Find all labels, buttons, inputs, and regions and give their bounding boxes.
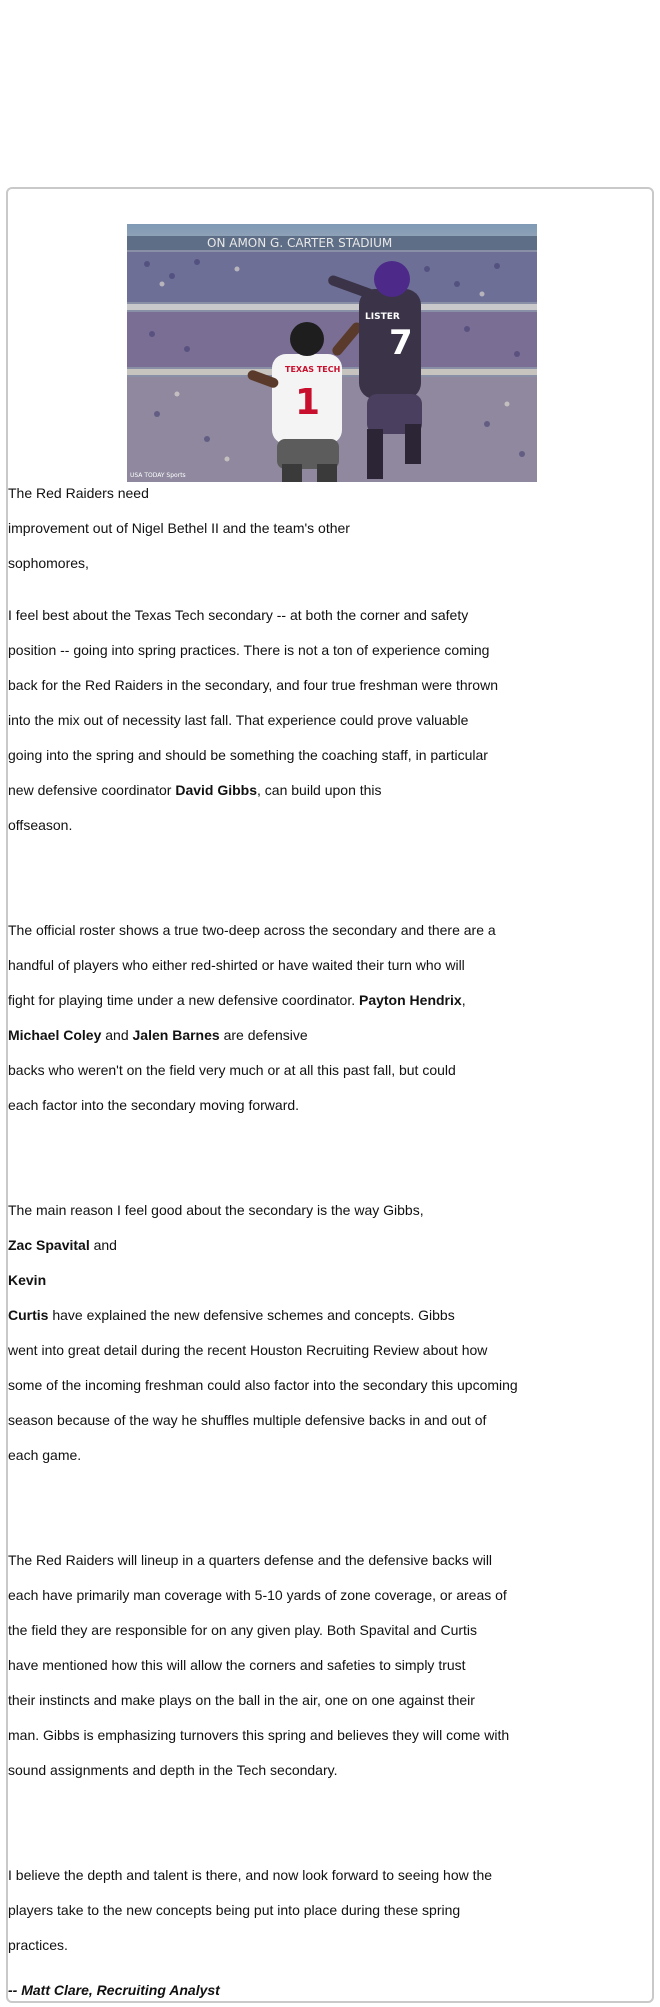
- name-curtis: Curtis: [8, 1307, 49, 1323]
- p3-line-4-d: are defensive: [219, 1027, 308, 1043]
- p3-line-3-c: ,: [461, 992, 466, 1008]
- name-david-gibbs: David Gibbs: [175, 782, 258, 798]
- p2-line-7: offseason.: [8, 817, 73, 833]
- article-photo: [127, 224, 537, 482]
- p4-line-8: each game.: [8, 1447, 82, 1463]
- p3-line-3: [8, 991, 466, 1009]
- p4-line-7: season because of the way he shuffles multiple defensive backs in and out of: [8, 1412, 487, 1428]
- p3-line-4: [8, 1026, 308, 1044]
- p5-line-4: have mentioned how this will allow the corners and safeties to simply trust: [8, 1657, 466, 1673]
- author-signature: -- Matt Clare, Recruiting Analyst: [8, 1982, 220, 1998]
- p5-line-5: their instincts and make plays on the ball in the air, one on one against their: [8, 1692, 475, 1708]
- p6-line-2: players take to the new concepts being put into place during these spring: [8, 1902, 461, 1918]
- p5-line-2: each have primarily man coverage with 5-10 yards of zone coverage, or areas of: [8, 1587, 507, 1603]
- p5-line-3: the field they are responsible for on any given play. Both Spavital and Curtis: [8, 1622, 478, 1638]
- p3-line-4-b: and: [101, 1027, 133, 1043]
- name-jalen-barnes: Jalen Barnes: [132, 1027, 220, 1043]
- p3-line-5: backs who weren't on the field very much or at all this past fall, but could: [8, 1062, 456, 1078]
- p6-line-1: I believe the depth and talent is there, and now look forward to seeing how the: [8, 1867, 493, 1883]
- p4-line-3: [8, 1271, 46, 1289]
- p5-line-7: sound assignments and depth in the Tech secondary.: [8, 1762, 338, 1778]
- p2-line-4: into the mix out of necessity last fall. That experience could prove valuable: [8, 712, 469, 728]
- p3-line-2: handful of players who either red-shirted or have waited their turn who will: [8, 957, 465, 973]
- p4-line-1: The main reason I feel good about the secondary is the way Gibbs,: [8, 1202, 424, 1218]
- p2-line-5: going into the spring and should be something the coaching staff, in particular: [8, 747, 488, 763]
- name-zac-spavital: Zac Spavital: [8, 1237, 90, 1253]
- name-kevin: Kevin: [8, 1272, 47, 1288]
- p4-line-4: [8, 1306, 455, 1324]
- p3-line-3-a: fight for playing time under a new defensive coordinator.: [8, 992, 359, 1008]
- p1-line-1: The Red Raiders need: [8, 485, 149, 501]
- p3-line-6: each factor into the secondary moving forward.: [8, 1097, 300, 1113]
- name-payton-hendrix: Payton Hendrix: [358, 992, 462, 1008]
- p4-line-5: went into great detail during the recent Houston Recruiting Review about how: [8, 1342, 488, 1358]
- p1-line-2: improvement out of Nigel Bethel II and the team's other: [8, 520, 350, 536]
- p4-line-2-b: and: [89, 1237, 117, 1253]
- p5-line-1: The Red Raiders will lineup in a quarters defense and the defensive backs will: [8, 1552, 493, 1568]
- p4-line-2: [8, 1236, 117, 1254]
- stadium-banner: ON AMON G. CARTER STADIUM: [207, 236, 393, 250]
- jersey-name-right: LISTER: [365, 312, 400, 322]
- name-michael-coley: Michael Coley: [8, 1027, 102, 1043]
- p2-line-2: position -- going into spring practices. There is not a ton of experience coming: [8, 642, 490, 658]
- jersey-team-text: TEXAS TECH: [285, 365, 341, 374]
- p2-line-3: back for the Red Raiders in the secondary, and four true freshman were thrown: [8, 677, 498, 693]
- p2-line-1: I feel best about the Texas Tech secondary -- at both the corner and safety: [8, 607, 469, 623]
- p1-line-3: sophomores,: [8, 555, 89, 571]
- p2-line-6-c: , can build upon this: [257, 782, 382, 798]
- p4-line-6: some of the incoming freshman could also factor into the secondary this upcoming: [8, 1377, 518, 1393]
- p2-line-6: [8, 781, 382, 799]
- p3-line-1: The official roster shows a true two-deep across the secondary and there are a: [8, 922, 496, 938]
- jersey-number-left: 1: [295, 382, 321, 423]
- p6-line-3: practices.: [8, 1937, 68, 1953]
- p5-line-6: man. Gibbs is emphasizing turnovers this spring and believes they will come with: [8, 1727, 510, 1743]
- p4-line-4-b: have explained the new defensive schemes and concepts. Gibbs: [48, 1307, 455, 1323]
- photo-credit: USA TODAY Sports: [130, 472, 186, 479]
- p2-line-6-a: new defensive coordinator: [8, 782, 176, 798]
- football-photo-illustration: [127, 224, 537, 482]
- jersey-number-right: 7: [389, 323, 413, 363]
